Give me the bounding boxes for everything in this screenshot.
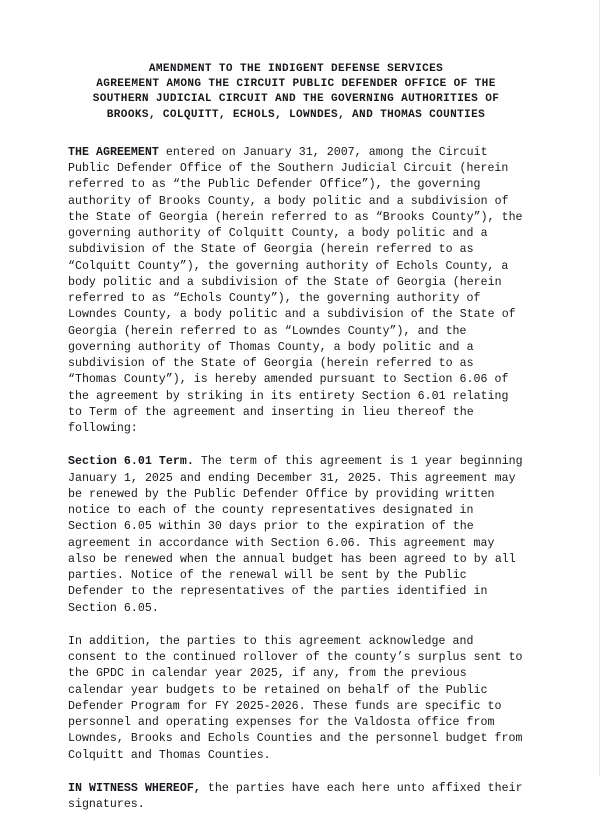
paragraph-recitals [68,145,524,438]
paragraph-lead-section-6-01: Section 6.01 Term. [68,455,194,469]
paragraph-witness-clause [68,781,524,813]
paragraph-section-6-01-term [68,454,524,617]
paragraph-lead-the-agreement: THE AGREEMENT [68,145,159,159]
title-line-2: AGREEMENT AMONG THE CIRCUIT PUBLIC DEFENDER OFFICE OF THE [96,78,496,91]
document-body [68,62,524,813]
paragraph-text-witness-clause: the parties have each here unto affixed their signatures. [68,781,523,812]
title-line-4: BROOKS, COLQUITT, ECHOLS, LOWNDES, AND THOMAS COUNTIES [106,108,486,121]
paragraph-lead-in-witness-whereof: IN WITNESS WHEREOF, [68,781,201,795]
title-line-3: SOUTHERN JUDICIAL CIRCUIT AND THE GOVERNING AUTHORITIES OF [92,93,500,106]
paragraph-text-recitals: entered on January 31, 2007, among the Circuit Public Defender Office of the Southern Judicial Circuit (herein referred to as “the Public Defender Office”), the governing authority of Brooks County, a body politic and a subdivision of the State of Georgia (herein referred to as “Brooks County”), the governing authority of Colquitt County, a body politic and a subdivision of the State of Georgia (herein referred to as “Colquitt County”), the governing authority of Echols County, a body politic and a subdivision of the State of Georgia (herein referred to as “Echols County”), the governing authority of Lowndes County, a body politic and a subdivision of the State of Georgia (herein referred to as “Lowndes County”), and the governing authority of Thomas County, a body politic and a subdivision of the State of Georgia (herein referred to as “Thomas County”), is hereby amended pursuant to Section 6.06 of the agreement by striking in its entirety Section 6.01 relating to Term of the agreement and inserting in lieu thereof the following: [68,145,523,436]
paragraph-text-surplus-rollover: In addition, the parties to this agreement acknowledge and consent to the continued rollover of the county’s surplus sent to the GPDC in calendar year 2025, if any, from the previous calendar year budgets to be retained on behalf of the Public Defender Program for FY 2025-2026. These funds are specific to personnel and operating expenses for the Valdosta office from Lowndes, Brooks and Echols Counties and the personnel budget from Colquitt and Thomas Counties. [68,634,523,762]
title-line-1: AMENDMENT TO THE INDIGENT DEFENSE SERVICES [148,63,444,75]
document-title [68,62,524,123]
paragraph-text-section-6-01: The term of this agreement is 1 year beginning January 1, 2025 and ending December 31, 2025. This agreement may be renewed by the Public Defender Office by providing written notice to each of the county representatives designated in Section 6.05 within 30 days prior to the expiration of the agreement in accordance with Section 6.06. This agreement may also be renewed when the annual budget has been agreed to by all parties. Notice of the renewal will be sent by the Public Defender to the representatives of the parties identified in Section 6.05. [68,455,523,615]
paragraph-surplus-rollover [68,634,524,764]
